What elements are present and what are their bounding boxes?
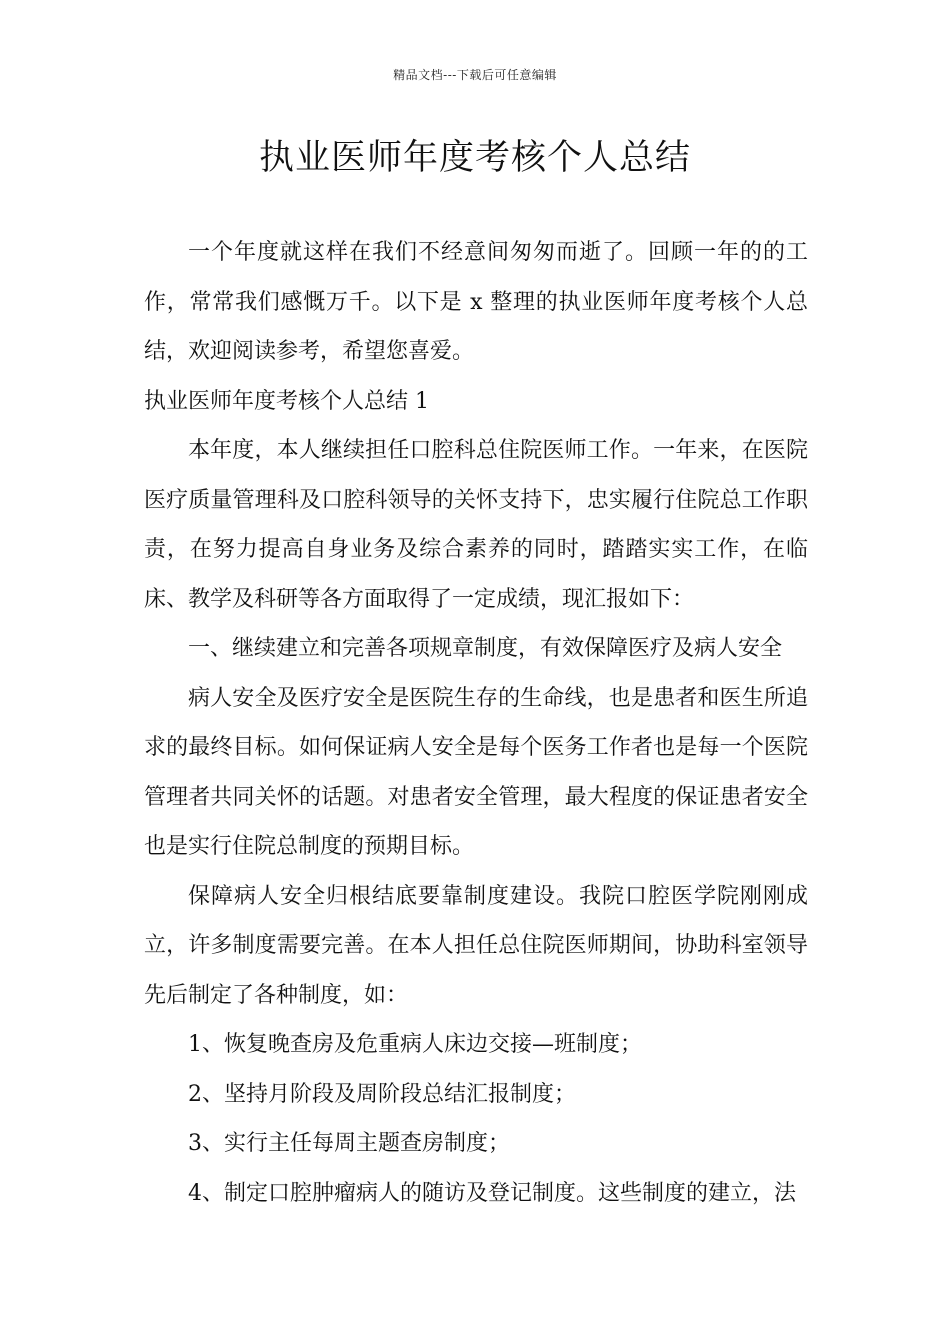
body-paragraph: 保障病人安全归根结底要靠制度建设。我院口腔医学院刚刚成立，许多制度需要完善。在本人担任总住院医师期间，协助科室领导先后制定了各种制度，如：: [144, 883, 808, 1008]
list-item: 4、制定口腔肿瘤病人的随访及登记制度。这些制度的建立，法: [188, 1180, 796, 1206]
list-item: 2、坚持月阶段及周阶段总结汇报制度；: [188, 1081, 576, 1107]
list-item: 1、恢复晚查房及危重病人床边交接—班制度；: [188, 1032, 642, 1057]
list-item: 3、实行主任每周主题查房制度；: [188, 1131, 510, 1156]
intro-paragraph: 一个年度就这样在我们不经意间匆匆而逝了。回顾一年的的工作，常常我们感慨万千。以下是 x 整理的执业医师年度考核个人总结，欢迎阅读参考，希望您喜爱。: [144, 240, 808, 364]
header-note: 精品文档---下载后可任意编辑: [393, 68, 557, 82]
section-heading: 执业医师年度考核个人总结 1: [144, 388, 429, 414]
document-body: [144, 228, 808, 1218]
body-paragraph: 本年度，本人继续担任口腔科总住院医师工作。一年来，在医院医疗质量管理科及口腔科领导的关怀支持下，忠实履行住院总工作职责，在努力提高自身业务及综合素养的同时，踏踏实实工作，在临床、教学及科研等各方面取得了一定成绩，现汇报如下：: [144, 438, 808, 612]
document-title: 执业医师年度考核个人总结: [258, 138, 691, 178]
subsection-heading: 一、继续建立和完善各项规章制度，有效保障医疗及病人安全: [188, 636, 783, 661]
body-paragraph: 病人安全及医疗安全是医院生存的生命线，也是患者和医生所追求的最终目标。如何保证病人安全是每个医务工作者也是每一个医院管理者共同关怀的话题。对患者安全管理，最大程度的保证患者安全也是实行住院总制度的预期目标。: [144, 685, 808, 859]
